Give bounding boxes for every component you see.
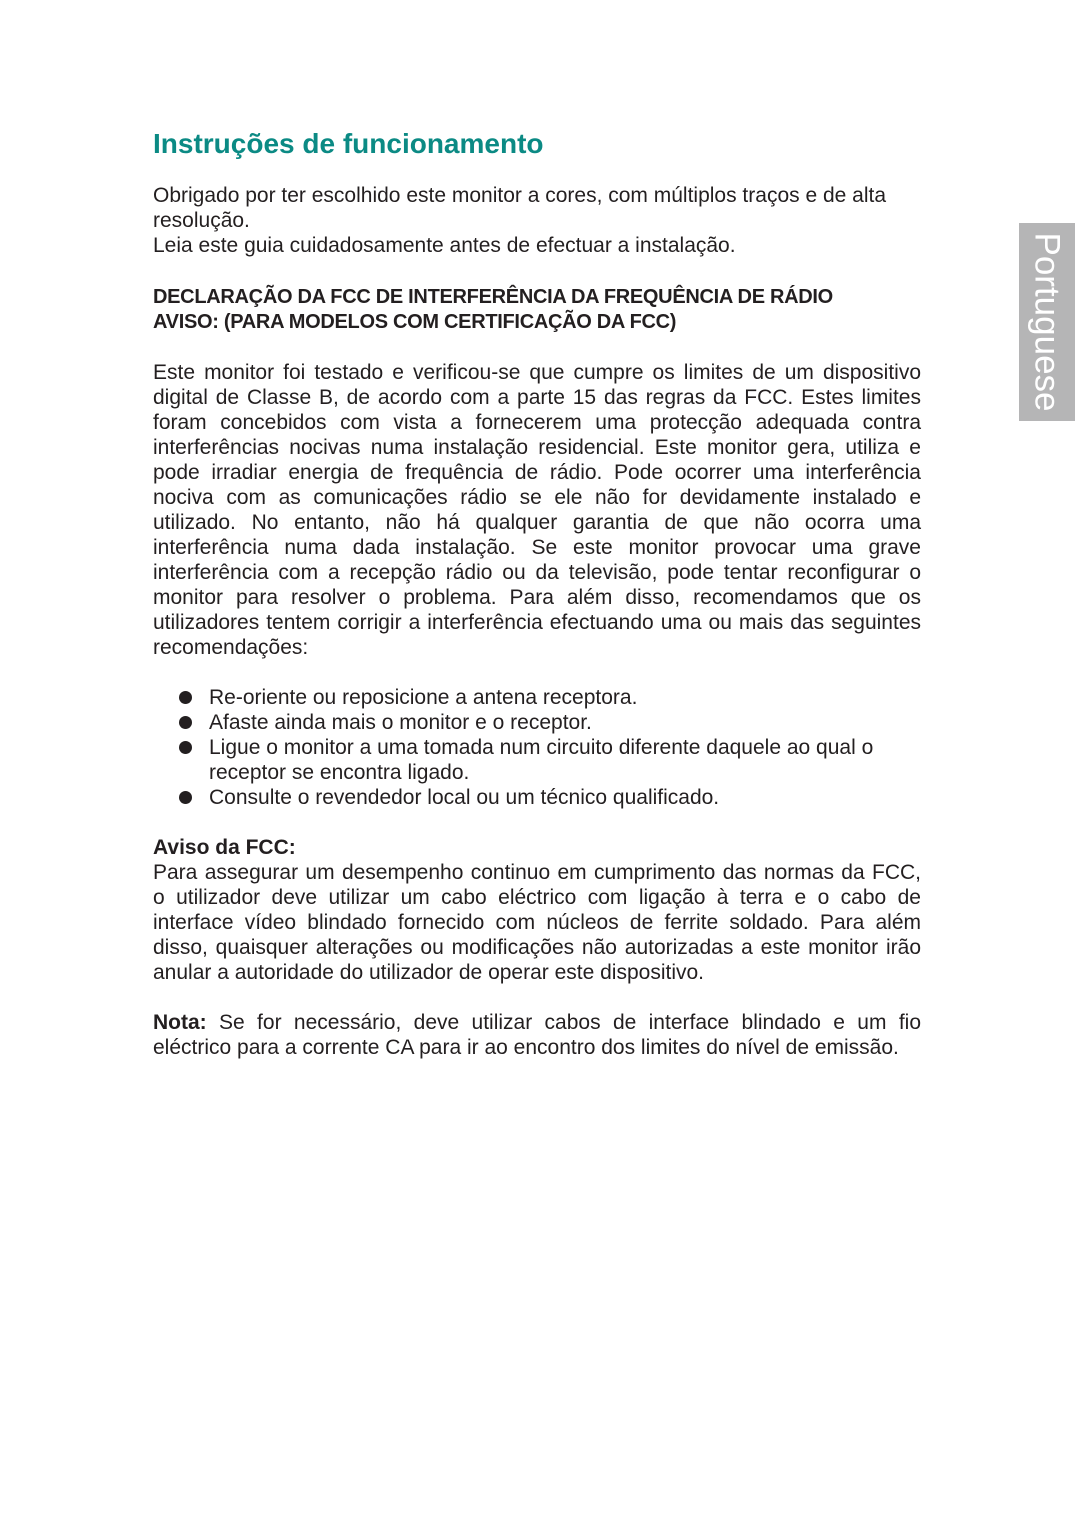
note-label: Nota: xyxy=(153,1011,207,1034)
declaration-line-2: AVISO: (PARA MODELOS COM CERTIFICAÇÃO DA FCC) xyxy=(153,311,677,333)
recommendation-list xyxy=(153,685,921,810)
list-item xyxy=(209,685,921,710)
list-item xyxy=(209,710,921,735)
bullet-icon xyxy=(179,791,192,804)
page-content xyxy=(153,124,921,1060)
page-title: Instruções de funcionamento xyxy=(153,128,544,159)
language-tab-label: Portuguese xyxy=(1027,232,1067,412)
language-side-tab xyxy=(1019,223,1075,421)
fcc-declaration-heading xyxy=(153,285,921,335)
bullet-icon xyxy=(179,691,192,704)
declaration-line-1: DECLARAÇÃO DA FCC DE INTERFERÊNCIA DA FREQUÊNCIA DE RÁDIO xyxy=(153,286,833,308)
list-item-text: Re-oriente ou reposicione a antena receptora. xyxy=(209,686,638,709)
list-item-text: Afaste ainda mais o monitor e o receptor. xyxy=(209,711,592,734)
fcc-notice-title: Aviso da FCC: xyxy=(153,836,296,859)
list-item-text: Ligue o monitor a uma tomada num circuito diferente daquele ao qual o receptor se encontra ligado. xyxy=(209,736,874,784)
bullet-icon xyxy=(179,716,192,729)
fcc-notice xyxy=(153,835,921,985)
note-paragraph xyxy=(153,1010,921,1060)
list-item xyxy=(209,735,921,785)
intro-block xyxy=(153,183,921,258)
intro-line-2: Leia este guia cuidadosamente antes de efectuar a instalação. xyxy=(153,234,736,257)
note-text: Se for necessário, deve utilizar cabos de interface blindado e um fio eléctrico para a corrente CA para ir ao encontro dos limites do nível de emissão. xyxy=(153,1011,922,1059)
list-item-text: Consulte o revendedor local ou um técnico qualificado. xyxy=(209,786,720,809)
intro-line-1: Obrigado por ter escolhido este monitor a cores, com múltiplos traços e de alta resolução. xyxy=(153,184,887,232)
list-item xyxy=(209,785,921,810)
fcc-compliance-paragraph: Este monitor foi testado e verificou-se que cumpre os limites de um dispositivo digital de Classe B, de acordo com a parte 15 das regras da FCC. Estes limites foram concebidos com vista a fornecerem uma protecção adequada contra interferências nocivas numa instalação residencial. Este monitor gera, utiliza e pode irradiar energia de frequência de rádio. Pode ocorrer uma interferência nociva com as comunicações rádio se ele não for devidamente instalado e utilizado. No entanto, não há qualquer garantia de que não ocorra uma interferência numa dada instalação. Se este monitor provocar uma grave interferência com a recepção rádio ou da televisão, pode tentar reconfigurar o monitor para resolver o problema. Para além disso, recomendamos que os utilizadores tentem corrigir a interferência efectuando uma ou mais das seguintes recomendações: xyxy=(153,361,921,659)
fcc-notice-text: Para assegurar um desempenho continuo em cumprimento das normas da FCC, o utilizador deve utilizar um cabo eléctrico com ligação à terra e o cabo de interface vídeo blindado fornecido com núcleos de ferrite soldado. Para além disso, quaisquer alterações ou modificações não autorizadas a este monitor irão anular a autoridade do utilizador de operar este dispositivo. xyxy=(153,861,921,984)
bullet-icon xyxy=(179,741,192,754)
